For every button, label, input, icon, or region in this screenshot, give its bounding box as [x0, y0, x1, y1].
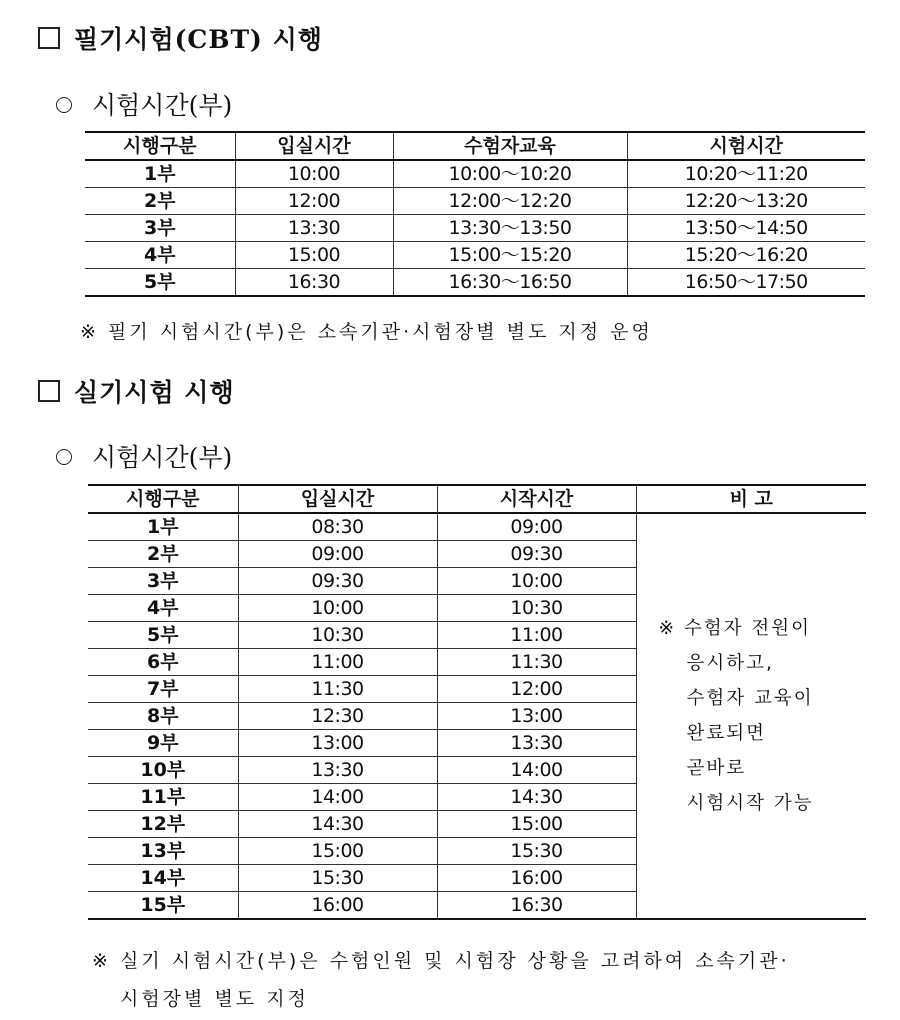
column-header: 입실시간: [235, 132, 393, 160]
checkbox-square-icon: [38, 27, 60, 49]
section1-note: ※ 필기 시험시간(부)은 소속기관·시험장별 별도 지정 운영: [80, 321, 653, 343]
time-cell: 10:00: [235, 160, 393, 188]
time-cell: 14:30: [238, 811, 437, 838]
table-header-row: [85, 132, 865, 160]
time-cell: 11:00: [437, 622, 636, 649]
session-cell: 1부: [85, 160, 235, 188]
remark-line: 수험자 교육이: [686, 688, 814, 709]
time-cell: 12:00～12:20: [393, 188, 627, 215]
time-cell: 13:50～14:50: [627, 215, 865, 242]
column-header: 시험시간: [627, 132, 865, 160]
time-cell: 15:30: [437, 838, 636, 865]
time-cell: 13:30～13:50: [393, 215, 627, 242]
time-cell: 11:00: [238, 649, 437, 676]
table-row: [85, 160, 865, 188]
table-row: [88, 513, 866, 541]
time-cell: 10:30: [238, 622, 437, 649]
table-row: [85, 269, 865, 297]
remark-line: 완료되면: [686, 723, 766, 744]
checkbox-square-icon: [38, 380, 60, 402]
time-cell: 15:00～15:20: [393, 242, 627, 269]
column-header: 시행구분: [85, 132, 235, 160]
time-cell: 10:00: [437, 568, 636, 595]
table-row: [85, 188, 865, 215]
column-header: 입실시간: [238, 485, 437, 513]
time-cell: 09:00: [238, 541, 437, 568]
time-cell: 12:20～13:20: [627, 188, 865, 215]
table-row: [85, 215, 865, 242]
time-cell: 10:00: [238, 595, 437, 622]
session-cell: 12부: [88, 811, 238, 838]
time-cell: 13:30: [437, 730, 636, 757]
session-cell: 1부: [88, 513, 238, 541]
section2-heading: 실기시험 시행: [38, 373, 235, 409]
remark-line: 시험시작 가능: [686, 793, 814, 814]
time-cell: 11:30: [238, 676, 437, 703]
session-cell: 4부: [88, 595, 238, 622]
table-row: [85, 242, 865, 269]
time-cell: 15:20～16:20: [627, 242, 865, 269]
time-cell: 16:30～16:50: [393, 269, 627, 297]
time-cell: 11:30: [437, 649, 636, 676]
time-cell: 16:50～17:50: [627, 269, 865, 297]
circle-bullet-icon: [56, 449, 72, 465]
time-cell: 14:00: [238, 784, 437, 811]
time-cell: 16:30: [437, 892, 636, 920]
time-cell: 10:20～11:20: [627, 160, 865, 188]
session-cell: 6부: [88, 649, 238, 676]
circle-bullet-icon: [56, 97, 72, 113]
session-cell: 7부: [88, 676, 238, 703]
time-cell: 08:30: [238, 513, 437, 541]
column-header: 비 고: [636, 485, 866, 513]
session-cell: 2부: [88, 541, 238, 568]
session-cell: 3부: [88, 568, 238, 595]
column-header: 시작시간: [437, 485, 636, 513]
session-cell: 15부: [88, 892, 238, 920]
session-cell: 5부: [85, 269, 235, 297]
time-cell: 12:00: [235, 188, 393, 215]
time-cell: 12:30: [238, 703, 437, 730]
written-exam-schedule-table: [85, 131, 865, 297]
time-cell: 16:00: [437, 865, 636, 892]
section2-note-line2: 시험장별 별도 지정: [120, 988, 309, 1010]
time-cell: 13:00: [437, 703, 636, 730]
remark-line: 곧바로: [686, 758, 747, 779]
session-cell: 11부: [88, 784, 238, 811]
remark-line: 응시하고,: [686, 653, 774, 674]
column-header: 시행구분: [88, 485, 238, 513]
session-cell: 3부: [85, 215, 235, 242]
section1-heading: 필기시험(CBT) 시행: [38, 20, 323, 56]
time-cell: 13:30: [238, 757, 437, 784]
session-cell: 4부: [85, 242, 235, 269]
remark-line: ※ 수험자 전원이: [658, 618, 811, 639]
time-cell: 15:30: [238, 865, 437, 892]
time-cell: 09:30: [238, 568, 437, 595]
time-cell: 16:30: [235, 269, 393, 297]
time-cell: 10:00～10:20: [393, 160, 627, 188]
session-cell: 2부: [85, 188, 235, 215]
time-cell: 15:00: [235, 242, 393, 269]
session-cell: 10부: [88, 757, 238, 784]
remark-cell: [636, 513, 866, 919]
session-cell: 5부: [88, 622, 238, 649]
table-header-row: [88, 485, 866, 513]
time-cell: 13:30: [235, 215, 393, 242]
time-cell: 14:00: [437, 757, 636, 784]
time-cell: 13:00: [238, 730, 437, 757]
session-cell: 9부: [88, 730, 238, 757]
column-header: 수험자교육: [393, 132, 627, 160]
time-cell: 10:30: [437, 595, 636, 622]
section2-subheading: 시험시간(부): [56, 438, 232, 474]
time-cell: 09:30: [437, 541, 636, 568]
time-cell: 09:00: [437, 513, 636, 541]
time-cell: 14:30: [437, 784, 636, 811]
time-cell: 15:00: [437, 811, 636, 838]
time-cell: 16:00: [238, 892, 437, 920]
section2-note-line1: ※ 실기 시험시간(부)은 수험인원 및 시험장 상황을 고려하여 소속기관·: [92, 950, 790, 972]
session-cell: 8부: [88, 703, 238, 730]
practical-exam-schedule-table: [88, 484, 866, 920]
time-cell: 12:00: [437, 676, 636, 703]
session-cell: 14부: [88, 865, 238, 892]
section1-subheading: 시험시간(부): [56, 86, 232, 122]
session-cell: 13부: [88, 838, 238, 865]
time-cell: 15:00: [238, 838, 437, 865]
